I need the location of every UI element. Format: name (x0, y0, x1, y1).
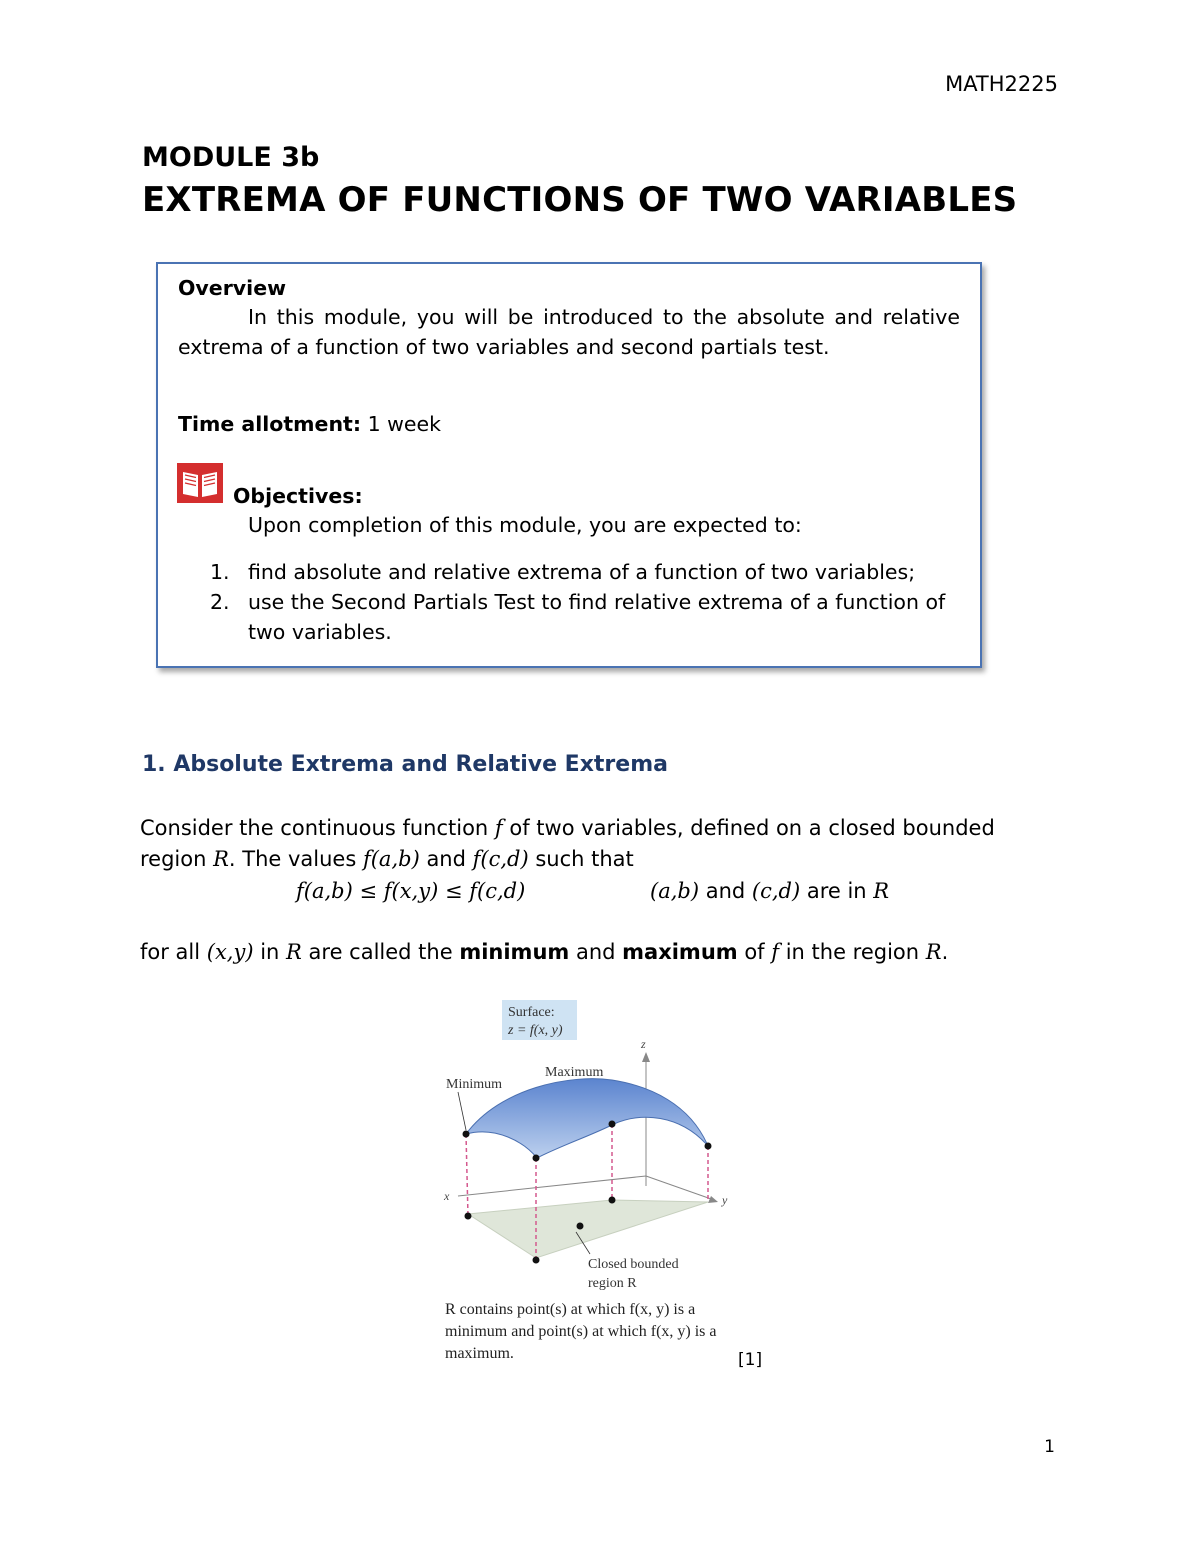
math-f: f (771, 940, 780, 964)
book-icon (177, 463, 223, 503)
surface-label-line1: Surface: (508, 1005, 555, 1020)
y-axis-label: y (722, 1193, 728, 1207)
module-title: EXTREMA OF FUNCTIONS OF TWO VARIABLES (142, 180, 1018, 220)
x-axis-label: x (444, 1189, 450, 1203)
math-R: R (925, 940, 942, 964)
page-number: 1 (1044, 1437, 1055, 1457)
text-run: are called the (301, 940, 460, 964)
surface-label-line2: z = f(x, y) (508, 1023, 563, 1038)
objective-item (210, 587, 966, 647)
region-point (533, 1257, 540, 1264)
region-point (609, 1197, 616, 1204)
x-axis (458, 1176, 646, 1196)
caption-line: minimum and point(s) at which f(x, y) is a (445, 1323, 717, 1340)
caption-line: maximum. (445, 1345, 514, 1362)
text-run: and (419, 847, 473, 871)
text-run: . (941, 940, 949, 964)
objective-number: 1. (210, 560, 230, 584)
time-allotment-label: Time allotment: (178, 412, 362, 436)
text-run: and (699, 879, 752, 903)
equation-condition (650, 876, 889, 907)
objectives-list (210, 557, 966, 647)
closed-bounded-region (468, 1200, 708, 1258)
objective-text: use the Second Partials Test to find relative extrema of a function of two variables. (248, 590, 946, 644)
surface-point (609, 1121, 616, 1128)
surface (466, 1079, 708, 1158)
minimum-pointer (458, 1092, 466, 1130)
region-label-line1: Closed bounded (588, 1257, 679, 1272)
text-run: in the region (779, 940, 926, 964)
projection-line (466, 1134, 468, 1216)
math-R: R (286, 940, 302, 964)
term-minimum: minimum (459, 940, 570, 964)
text-run: Consider the continuous function (140, 816, 495, 840)
text-run: for all (140, 940, 207, 964)
math-R: R (873, 879, 890, 903)
caption-line: R contains point(s) at which f(x, y) is a (445, 1301, 696, 1318)
y-axis (646, 1176, 714, 1200)
time-allotment (178, 409, 441, 439)
objective-number: 2. (210, 590, 230, 614)
surface-point (533, 1155, 540, 1162)
region-point (577, 1223, 584, 1230)
objective-text: find absolute and relative extrema of a function of two variables; (248, 560, 916, 584)
math-R: R (213, 847, 229, 871)
text-run: are in (800, 879, 874, 903)
overview-body: In this module, you will be introduced to the absolute and relative extrema of a function of two variables and second partials test. (178, 305, 960, 359)
inequality-equation: f(a,b) ≤ f(x,y) ≤ f(c,d) (296, 879, 526, 903)
text-run: such that (528, 847, 634, 871)
course-code: MATH2225 (945, 72, 1058, 96)
surface-point (463, 1131, 470, 1138)
overview-title: Overview (178, 276, 287, 300)
minimum-label: Minimum (446, 1077, 503, 1092)
region-label-line2: region R (588, 1276, 637, 1291)
math-fab: f(a,b) (362, 847, 420, 871)
z-axis-label: z (641, 1037, 646, 1051)
math-ab: (a,b) (650, 879, 700, 903)
region-point (465, 1213, 472, 1220)
text-run: in (253, 940, 287, 964)
math-cd: (c,d) (751, 879, 801, 903)
paragraph-definition (140, 813, 1040, 875)
text-run: . The values (228, 847, 363, 871)
objectives-intro: Upon completion of this module, you are expected to: (248, 513, 802, 537)
maximum-label: Maximum (545, 1065, 604, 1080)
figure-reference: [1] (738, 1350, 763, 1370)
math-xy: (x,y) (206, 940, 254, 964)
math-f: f (494, 816, 503, 840)
text-run: of (737, 940, 772, 964)
section-heading: 1. Absolute Extrema and Relative Extrema (142, 752, 668, 777)
objective-item (210, 557, 966, 587)
text-run: of two variables, defined on a closed bounded region (140, 816, 995, 871)
objectives-title: Objectives: (233, 484, 363, 508)
y-axis-arrow (708, 1196, 718, 1203)
surface-point (705, 1143, 712, 1150)
figure-caption (445, 1299, 717, 1365)
text-run: and (569, 940, 623, 964)
math-fcd: f(c,d) (472, 847, 529, 871)
z-axis-arrow (642, 1052, 650, 1062)
time-allotment-value: 1 week (361, 412, 441, 436)
module-label: MODULE 3b (142, 142, 320, 173)
paragraph-min-max (140, 937, 948, 968)
term-maximum: maximum (622, 940, 738, 964)
